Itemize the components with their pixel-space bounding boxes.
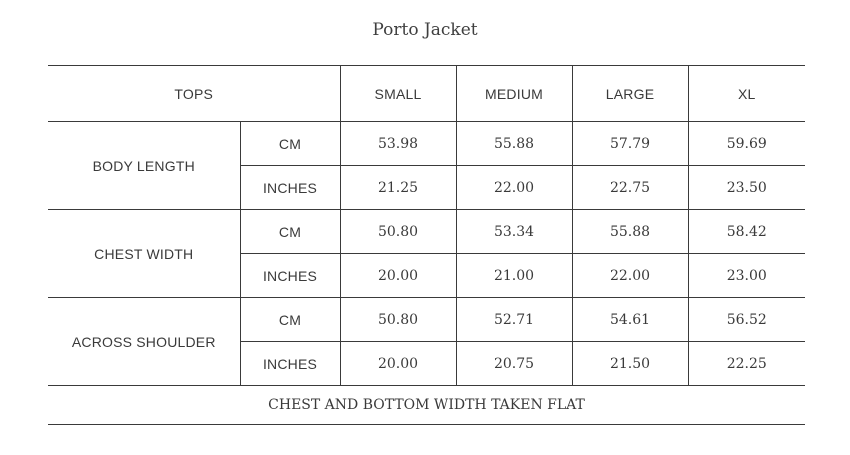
value-cell: 53.98 <box>340 122 456 166</box>
header-medium: MEDIUM <box>456 66 572 122</box>
table-row <box>48 298 805 342</box>
page-title: Porto Jacket <box>372 20 478 40</box>
value-cell: 22.00 <box>572 254 688 298</box>
unit-label-inches: INCHES <box>240 254 340 298</box>
unit-label-inches: INCHES <box>240 166 340 210</box>
unit-label-cm: CM <box>240 122 340 166</box>
unit-label-cm: CM <box>240 210 340 254</box>
value-cell: 55.88 <box>456 122 572 166</box>
table-row <box>48 210 805 254</box>
value-cell: 22.75 <box>572 166 688 210</box>
value-cell: 53.34 <box>456 210 572 254</box>
header-small: SMALL <box>340 66 456 122</box>
value-cell: 20.75 <box>456 342 572 386</box>
header-xl: XL <box>688 66 805 122</box>
size-chart-table <box>48 65 805 425</box>
measurement-note: CHEST AND BOTTOM WIDTH TAKEN FLAT <box>48 386 805 425</box>
measurement-label-across-shoulder: ACROSS SHOULDER <box>48 298 240 386</box>
value-cell: 59.69 <box>688 122 805 166</box>
unit-label-inches: INCHES <box>240 342 340 386</box>
value-cell: 58.42 <box>688 210 805 254</box>
value-cell: 56.52 <box>688 298 805 342</box>
value-cell: 22.00 <box>456 166 572 210</box>
value-cell: 54.61 <box>572 298 688 342</box>
value-cell: 21.00 <box>456 254 572 298</box>
table-header-row <box>48 66 805 122</box>
unit-label-cm: CM <box>240 298 340 342</box>
value-cell: 55.88 <box>572 210 688 254</box>
value-cell: 21.25 <box>340 166 456 210</box>
value-cell: 52.71 <box>456 298 572 342</box>
measurement-label-body-length: BODY LENGTH <box>48 122 240 210</box>
value-cell: 21.50 <box>572 342 688 386</box>
table-footer-row <box>48 386 805 425</box>
value-cell: 20.00 <box>340 342 456 386</box>
table-row <box>48 122 805 166</box>
header-large: LARGE <box>572 66 688 122</box>
value-cell: 20.00 <box>340 254 456 298</box>
value-cell: 23.00 <box>688 254 805 298</box>
value-cell: 22.25 <box>688 342 805 386</box>
header-tops: TOPS <box>48 66 340 122</box>
value-cell: 57.79 <box>572 122 688 166</box>
measurement-label-chest-width: CHEST WIDTH <box>48 210 240 298</box>
value-cell: 23.50 <box>688 166 805 210</box>
value-cell: 50.80 <box>340 210 456 254</box>
value-cell: 50.80 <box>340 298 456 342</box>
